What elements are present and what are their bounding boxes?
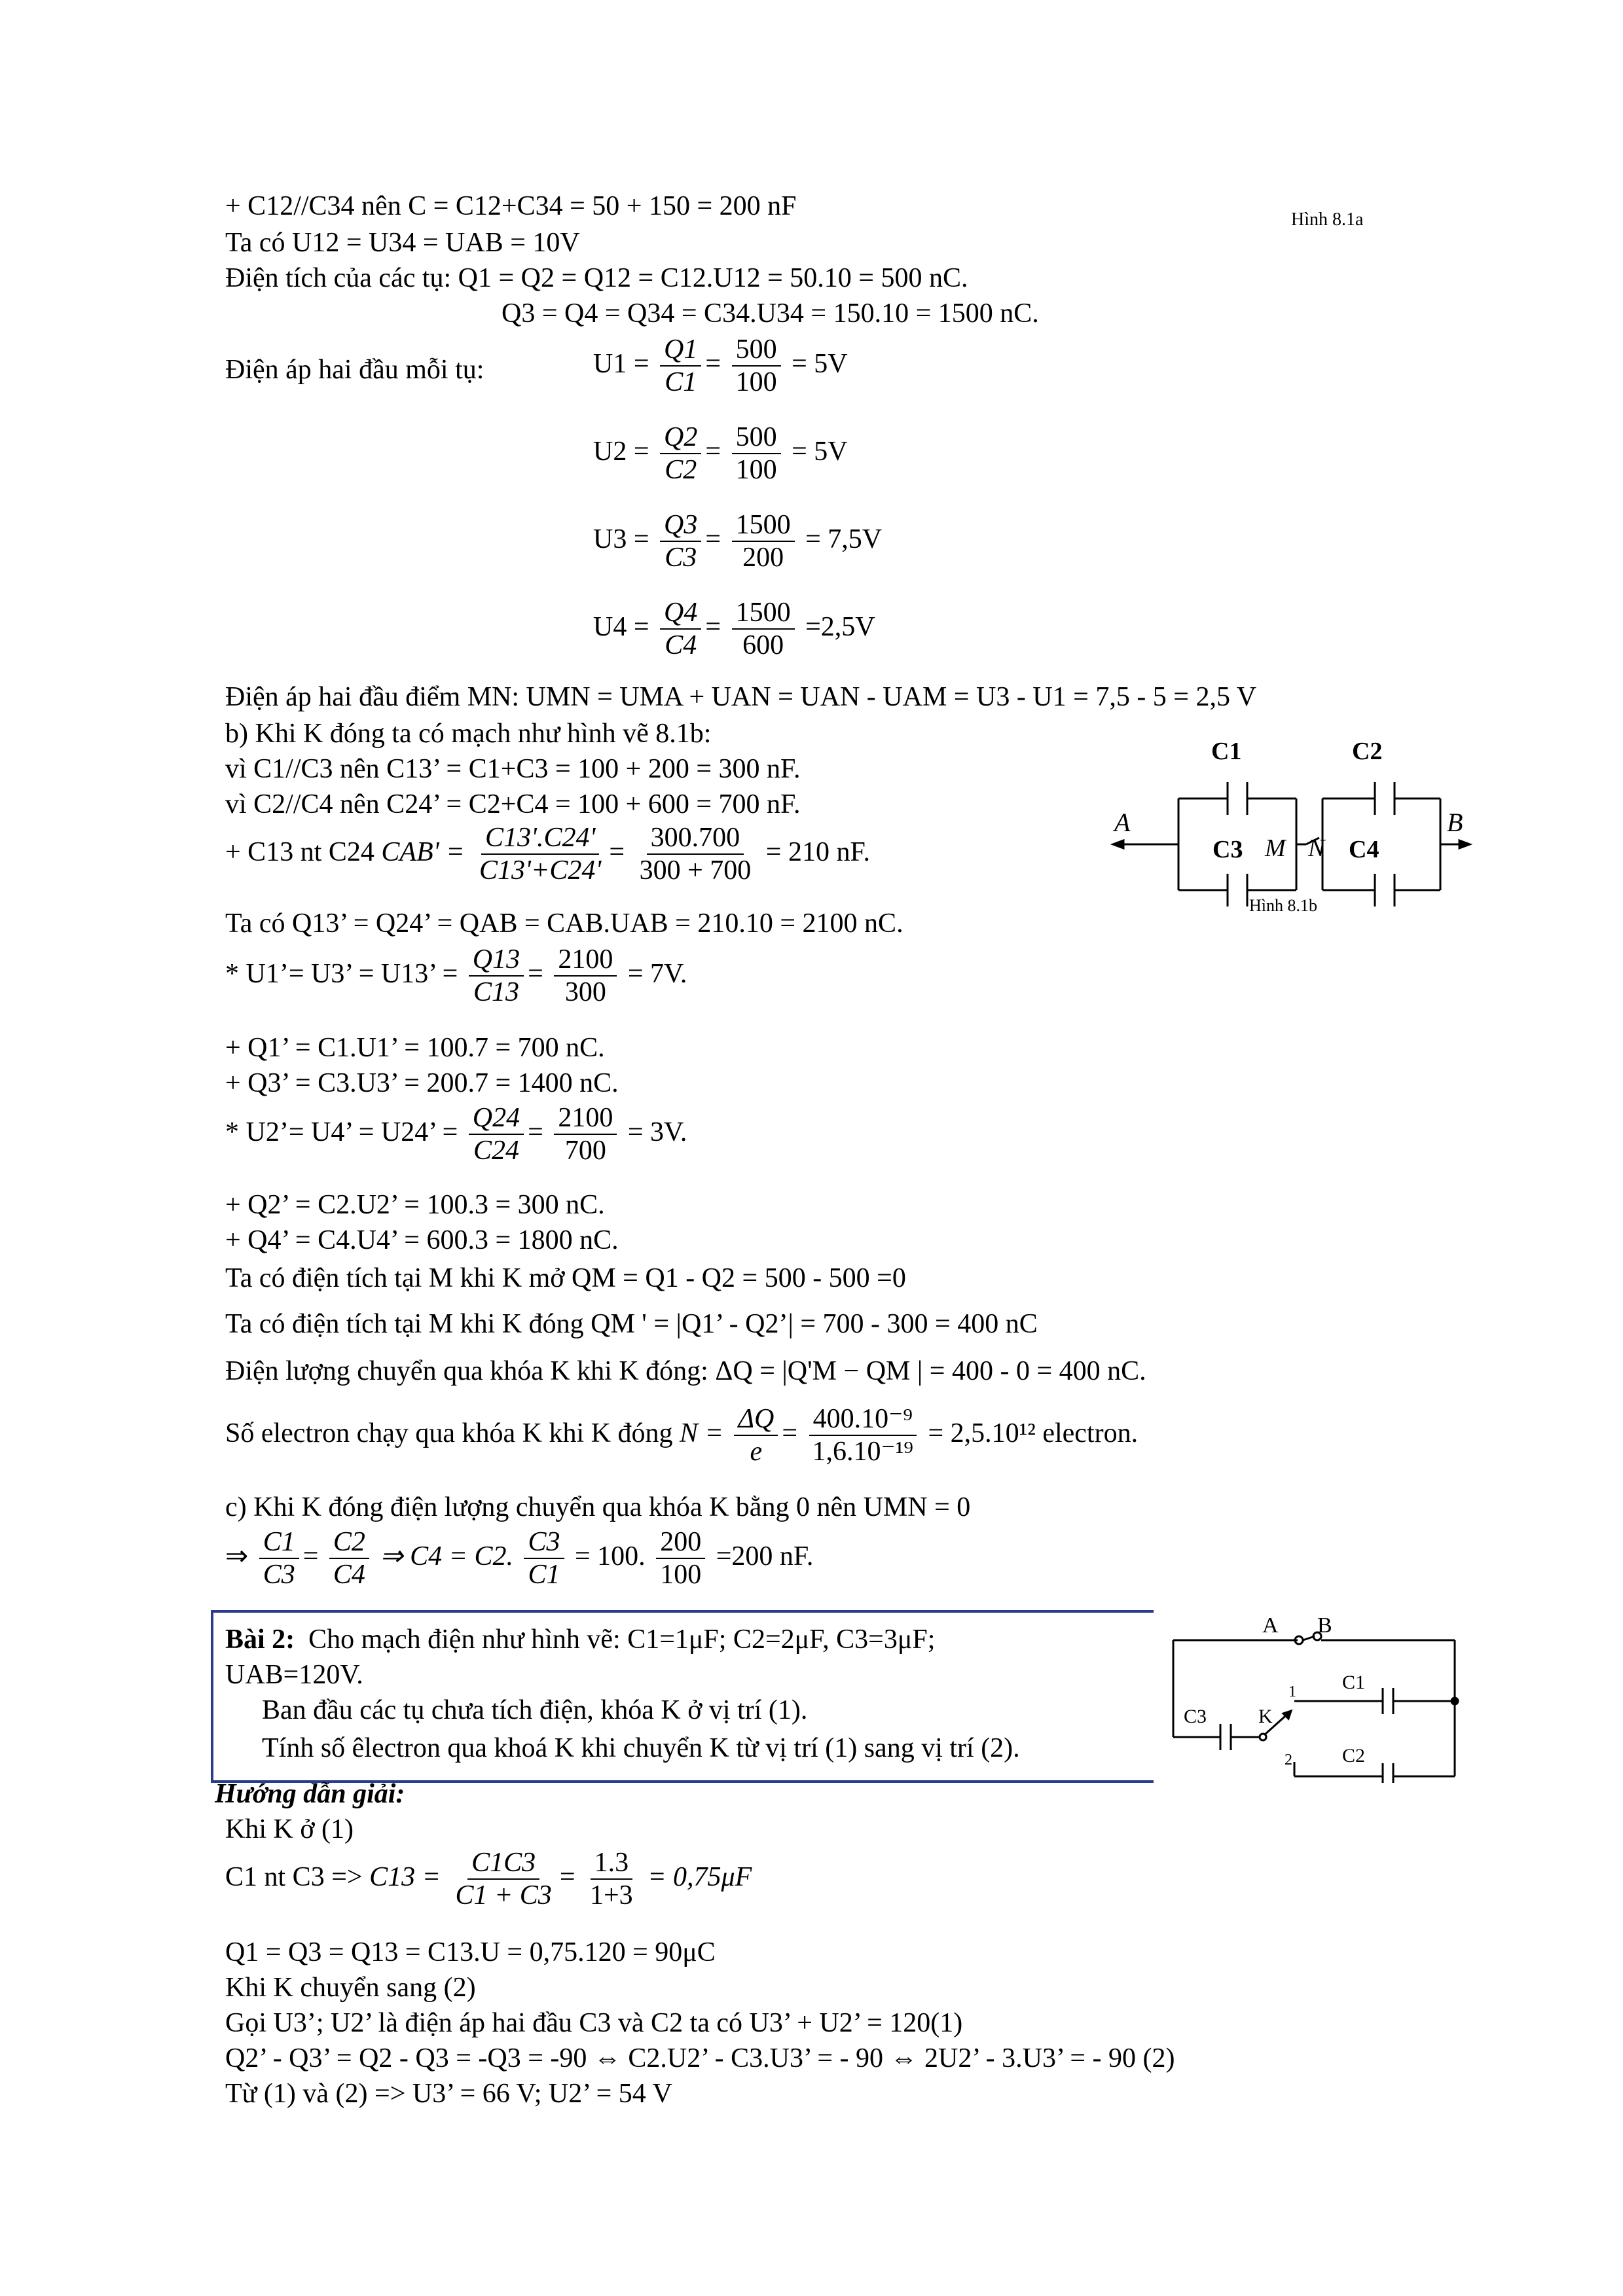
label-k: K <box>1258 1706 1273 1727</box>
equation-u1: U1 = $\frac{Q1}{C1}$ = $\frac{500}{100}$ = 5V <box>593 334 848 398</box>
circuit-diagram-problem-2 <box>1160 1613 1474 1783</box>
equation-u3: U3 = $\frac{Q3}{C3}$ = $\frac{1500}{200}$ = 7,5V <box>593 510 883 573</box>
text-line-1: + C12//C34 nên C = C12+C34 = 50 + 150 = 200 nF <box>225 191 797 221</box>
circuit-diagram-8-1b <box>1106 726 1473 936</box>
text-line-5: Điện áp hai đầu mỗi tụ: <box>225 355 484 385</box>
text-line-7: b) Khi K đóng ta có mạch như hình vẽ 8.1b: <box>225 719 712 749</box>
text-line-16: + Q2’ = C2.U2’ = 100.3 = 300 nC. <box>225 1190 605 1220</box>
label-pos-2: 2 <box>1285 1751 1292 1768</box>
text-line-8: vì C1//C3 nên C13’ = C1+C3 = 100 + 200 = 300 nF. <box>225 754 801 784</box>
equation-u24: * U2’= U4’ = U24’ = $\frac{Q24}{C24}$ = $\frac{2100}{700}$ = 3V. <box>225 1103 687 1166</box>
text-line-13: + Q1’ = C1.U1’ = 100.7 = 700 nC. <box>225 1033 605 1063</box>
text-line-20: Điện lượng chuyển qua khóa K khi K đóng: ΔQ = |Q'M − QM | = 400 - 0 = 400 nC. <box>225 1356 1146 1386</box>
label-c2: C2 <box>1342 1745 1366 1767</box>
equation-c4: ⇒ $\frac{C1}{C3}$ = $\frac{C2}{C4}$ ⇒ C4 = C2. $\frac{C3}{C1}$ = 100. $\frac{200}{100}$ =200 nF. <box>225 1527 814 1590</box>
label-pos-1: 1 <box>1288 1683 1296 1700</box>
solution-line-4: Khi K chuyển sang (2) <box>225 1973 476 2003</box>
label-c4: C4 <box>1349 836 1379 863</box>
equation-u13: * U1’= U3’ = U13’ = $\frac{Q13}{C13}$ = $\frac{2100}{300}$ = 7V. <box>225 944 687 1008</box>
label-m: M <box>1265 834 1286 862</box>
equation-electron-count: Số electron chạy qua khóa K khi K đóng N = $\frac{\Delta Q}{e}$ = $\frac{\text{400.10⁻⁹}}{\text{1,6.10⁻¹⁹}}$ = 2,5.10¹² electron. <box>225 1404 1139 1467</box>
label-c3: C3 <box>1213 836 1243 863</box>
figure-caption-8-1b: Hình 8.1b <box>1249 896 1317 915</box>
label-a: A <box>1262 1613 1279 1638</box>
text-line-11: Ta có Q13’ = Q24’ = QAB = CAB.UAB = 210.10 = 2100 nC. <box>225 908 903 939</box>
text-line-18: Ta có điện tích tại M khi K mở QM = Q1 - Q2 = 500 - 500 =0 <box>225 1263 906 1293</box>
label-b: B <box>1317 1613 1332 1638</box>
text-line-9: vì C2//C4 nên C24’ = C2+C4 = 100 + 600 = 700 nF. <box>225 789 801 819</box>
solution-line-6: Q2’ - Q3’ = Q2 - Q3 = -Q3 = -90 ⇔ C2.U2’ - C3.U3’ = - 90 ⇔ 2U2’ - 3.U3’ = - 90 (2) <box>225 2043 1175 2073</box>
text-line-6: Điện áp hai đầu điểm MN: UMN = UMA + UAN = UAN - UAM = U3 - U1 = 7,5 - 5 = 2,5 V <box>225 682 1257 712</box>
equation-u4: U4 = $\frac{Q4}{C4}$ = $\frac{1500}{600}$ =2,5V <box>593 598 875 661</box>
equation-u2: U2 = $\frac{Q2}{C2}$ = $\frac{500}{100}$ = 5V <box>593 422 848 486</box>
problem-2-line-2: UAB=120V. <box>225 1660 363 1690</box>
label-c3: C3 <box>1184 1706 1207 1727</box>
label-c2: C2 <box>1352 738 1383 765</box>
solution-line-1: Khi K ở (1) <box>225 1814 354 1844</box>
text-line-17: + Q4’ = C4.U4’ = 600.3 = 1800 nC. <box>225 1225 619 1255</box>
label-b: B <box>1447 808 1463 837</box>
equation-cab: + C13 nt C24 CAB' = $\frac{C13'.C24'}{C13'+C24'}$ = $\frac{300.700}{300 + 700}$ = 210 nF. <box>225 823 870 886</box>
solution-heading: Hướng dẫn giải: <box>215 1779 405 1809</box>
text-line-4: Q3 = Q4 = Q34 = C34.U34 = 150.10 = 1500 nC. <box>501 298 1039 329</box>
text-line-2: Ta có U12 = U34 = UAB = 10V <box>225 228 580 258</box>
text-line-19: Ta có điện tích tại M khi K đóng QM ' = |Q1’ - Q2’| = 700 - 300 = 400 nC <box>225 1309 1038 1339</box>
equation-c13: C1 nt C3 => C13 = $\frac{C1C3}{C1 + C3}$ = $\frac{1.3}{1+3}$ = 0,75μF <box>225 1848 752 1911</box>
solution-line-3: Q1 = Q3 = Q13 = C13.U = 0,75.120 = 90μC <box>225 1937 716 1967</box>
text-line-14: + Q3’ = C3.U3’ = 200.7 = 1400 nC. <box>225 1068 619 1098</box>
solution-line-7: Từ (1) và (2) => U3’ = 66 V; U2’ = 54 V <box>225 2079 672 2109</box>
label-a: A <box>1114 808 1131 837</box>
problem-2-line-4: Tính số êlectron qua khoá K khi chuyển K từ vị trí (1) sang vị trí (2). <box>262 1733 1020 1763</box>
label-n: N <box>1308 834 1325 862</box>
text-line-3: Điện tích của các tụ: Q1 = Q2 = Q12 = C12.U12 = 50.10 = 500 nC. <box>225 263 968 293</box>
figure-caption-8-1a: Hình 8.1a <box>1291 209 1364 230</box>
problem-2-line-1: Bài 2: Cho mạch điện như hình vẽ: C1=1μF; C2=2μF, C3=3μF; <box>225 1624 936 1655</box>
problem-2-line-3: Ban đầu các tụ chưa tích điện, khóa K ở vị trí (1). <box>262 1695 808 1725</box>
solution-line-5: Gọi U3’; U2’ là điện áp hai đầu C3 và C2 ta có U3’ + U2’ = 120(1) <box>225 2008 963 2038</box>
label-c1: C1 <box>1211 738 1242 765</box>
text-line-22: c) Khi K đóng điện lượng chuyển qua khóa K bằng 0 nên UMN = 0 <box>225 1492 971 1522</box>
label-c1: C1 <box>1342 1672 1366 1693</box>
